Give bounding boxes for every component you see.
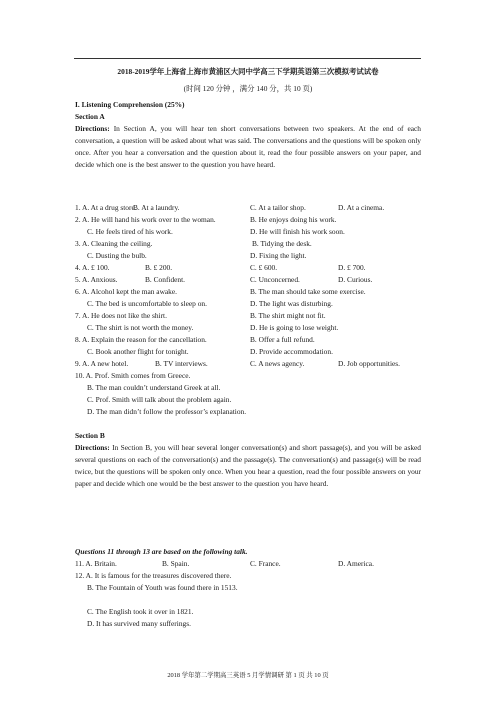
q11-option-d: D. America. [338,559,374,568]
q5-option-c: C. Unconcerned. [250,275,300,284]
top-rule [74,58,421,59]
q1-option-c: C. At a tailor shop. [250,203,306,212]
q6-option-b: B. The man should take some exercise. [250,287,366,296]
exam-title: 2018-2019学年上海省上海市黄浦区大同中学高三下学期英语第三次模拟考试试卷 [117,67,379,76]
q6-option-c: C. The bed is uncomfortable to sleep on. [87,299,207,308]
q6-option-d: D. The light was disturbing. [250,299,333,308]
q11-option-a: 11. A. Britain. [75,559,117,568]
q8-option-a: 8. A. Explain the reason for the cancellation. [75,335,207,344]
directions-label: Directions: [75,443,110,452]
directions-label: Directions: [75,124,110,133]
q11-option-c: C. France. [250,559,281,568]
q3-option-c: C. Dusting the bulb. [87,251,147,260]
q10-option-c: C. Prof. Smith will talk about the problem again. [87,395,232,404]
q3-option-b: B. Tidying the desk. [252,239,312,248]
q2-option-a: 2. A. He will hand his work over to the woman. [75,215,216,224]
q11-option-b: B. Spain. [162,559,190,568]
section-a-heading: Section A [75,112,105,121]
q8-option-d: D. Provide accommodation. [250,347,333,356]
q2-option-c: C. He feels tired of his work. [87,227,173,236]
q8-option-b: B. Offer a full refund. [250,335,315,344]
q4-option-a: 4. A. £ 100. [75,263,110,272]
q3-option-d: D. Fixing the light. [250,251,307,260]
q5-option-d: D. Curious. [338,275,373,284]
q2-option-d: D. He will finish his work soon. [250,227,345,236]
q6-option-a: 6. A. Alcohol kept the man awake. [75,287,178,296]
q9-option-b: B. TV interviews. [155,359,208,368]
q5-option-b: B. Confident. [145,275,186,284]
q1-option-b: B. At a laundry. [133,203,180,212]
q12-option-d: D. It has survived many sufferings. [87,619,191,628]
q12-option-b: B. The Fountain of Youth was found there in 1513. [87,583,238,592]
q10-option-d: D. The man didn’t follow the professor’s explanation. [87,407,247,416]
q5-option-a: 5. A. Anxious. [75,275,118,284]
part1-heading: I. Listening Comprehension (25%) [75,100,185,109]
q7-option-d: D. He is going to lose weight. [250,323,339,332]
q7-option-b: B. The shirt might not fit. [250,311,326,320]
q12-option-c: C. The English took it over in 1821. [87,607,194,616]
section-b-heading: Section B [75,431,105,440]
q1-option-d: D. At a cinema. [338,203,385,212]
q2-option-b: B. He enjoys doing his work. [250,215,337,224]
q9-option-d: D. Job opportunities. [338,359,400,368]
q9-option-a: 9. A. A new hotel. [75,359,129,368]
q1-option-a: 1. A. At a drug store. [75,203,137,212]
q12-option-a: 12. A. It is famous for the treasures discovered there. [75,571,232,580]
q4-option-d: D. £ 700. [338,263,366,272]
q7-option-c: C. The shirt is not worth the money. [87,323,194,332]
q7-option-a: 7. A. He does not like the shirt. [75,311,167,320]
section-a-directions [75,123,421,171]
q4-option-b: B. £ 200. [145,263,173,272]
q4-option-c: C. £ 600. [250,263,278,272]
section-b-directions [75,442,421,490]
directions-text: In Section A, you will hear ten short conversations between two speakers. At the end of each conversation, a question will be asked about what was said. The conversations and the questions will be spoken only once. After you hear a conversation and the question about it, read the four possible answers on your paper, and decide which one is the best answer to the question you have heard. [75,124,421,170]
q10-option-a: 10. A. Prof. Smith comes from Greece. [75,371,191,380]
directions-text: In Section B, you will hear several longer conversation(s) and short passage(s), and you will be asked several questions on each of the conversation(s) and the passage(s). The conversation(s) and passage(s) will be read twice, but the questions will be spoken only once. When you hear a question, read the four possible answers on your paper and decide which one would be the best answer to the question you have heard. [75,443,421,489]
q9-option-c: C. A news agency. [250,359,305,368]
exam-subtitle: (时间 120 分钟 ，满分 140 分，共 10 页) [183,84,313,93]
page-footer: 2018 学年第二学期高三英语 5 月学情调研 第 1 页 共 10 页 [167,672,329,679]
q8-option-c: C. Book another flight for tonight. [87,347,189,356]
q3-option-a: 3. A. Cleaning the ceiling. [75,239,153,248]
q10-option-b: B. The man couldn’t understand Greek at all. [87,383,221,392]
question-group-heading: Questions 11 through 13 are based on the following talk. [75,547,248,556]
